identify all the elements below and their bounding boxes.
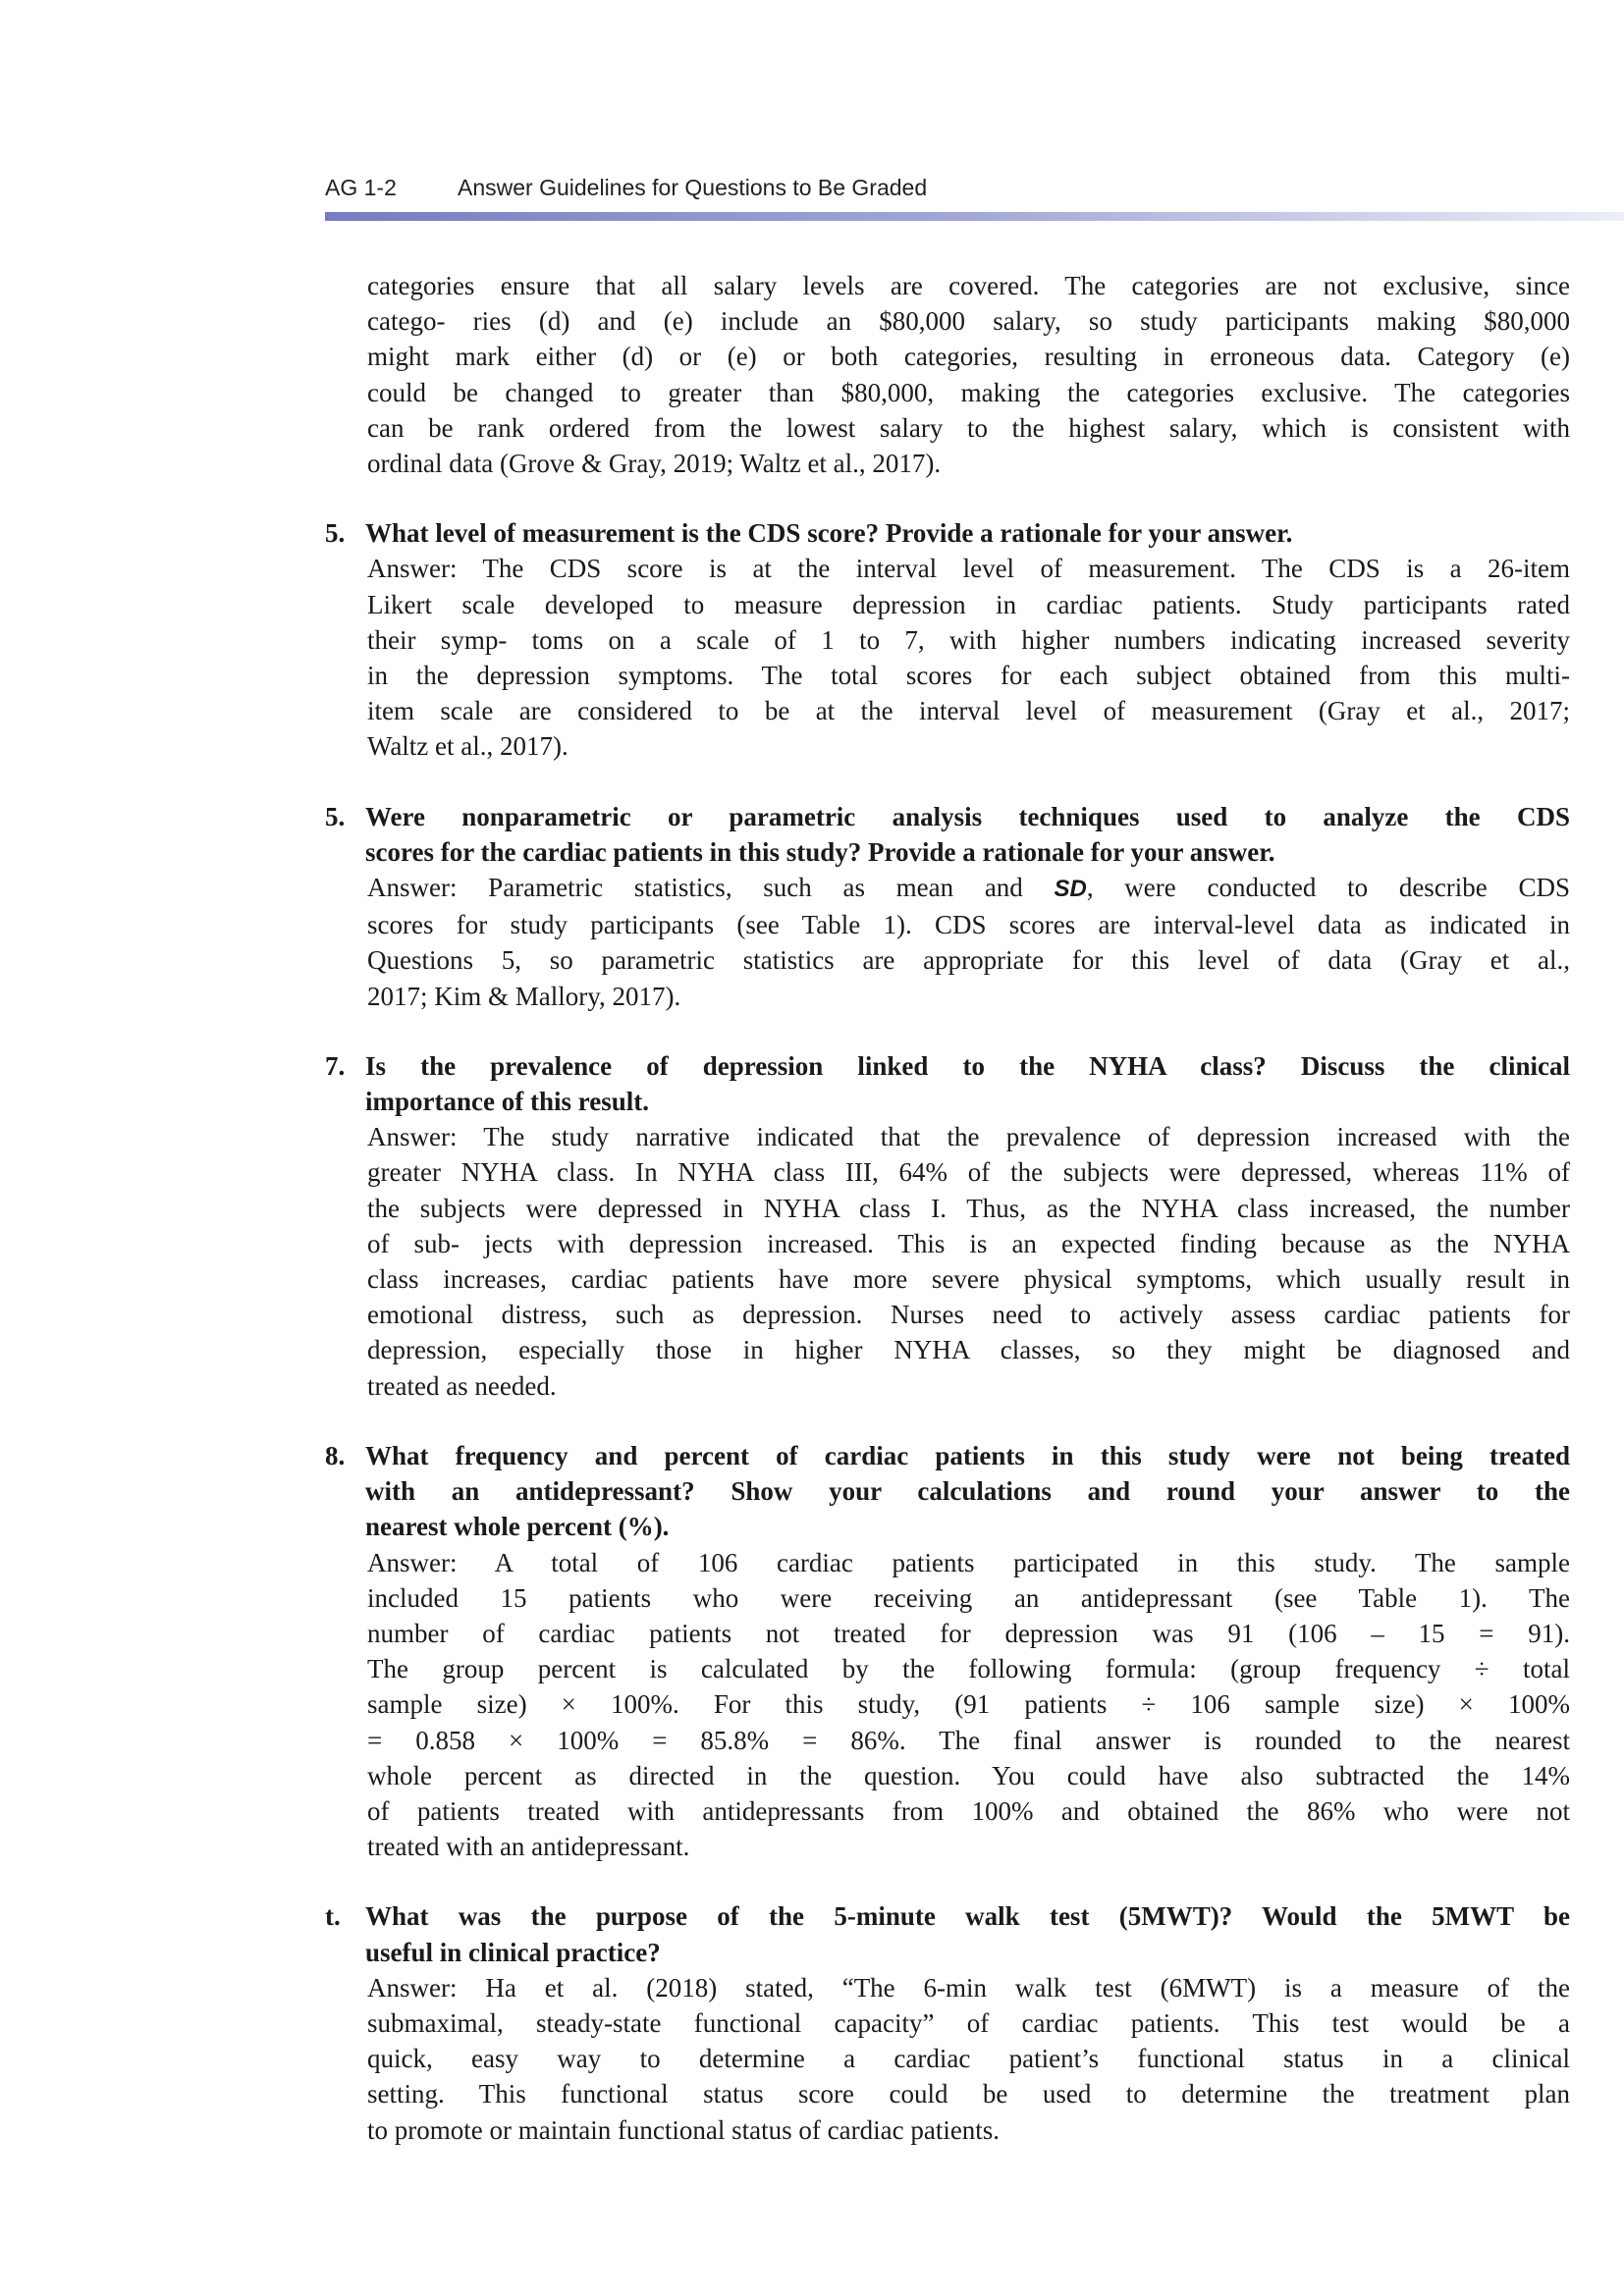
- text-line: in the depression symptoms. The total scores for each subject obtained from this multi-: [367, 661, 1570, 691]
- text-line: scores for study participants (see Table 1). CDS scores are interval-level data as indicated in: [367, 910, 1570, 940]
- text-line: Is the prevalence of depression linked to the NYHA class? Discuss the clinical: [365, 1050, 1570, 1081]
- question-text: [325, 1898, 1570, 1969]
- text-line: Answer: Ha et al. (2018) stated, “The 6-min walk test (6MWT) is a measure of the: [367, 1972, 1570, 2002]
- text-line: number of cardiac patients not treated for depression was 91 (106 – 15 = 91).: [367, 1618, 1570, 1648]
- question-text: [325, 1048, 1570, 1119]
- question-number: 5.: [325, 518, 346, 549]
- question-text: [325, 799, 1570, 870]
- answer-text: [325, 268, 1570, 481]
- answer-text: [325, 870, 1570, 1014]
- question-number: 8.: [325, 1440, 346, 1470]
- text-line: class increases, cardiac patients have more severe physical symptoms, which usually result in: [367, 1264, 1570, 1295]
- question-number: 7.: [325, 1050, 346, 1081]
- text-line: of sub- jects with depression increased. This is an expected finding because as the NYHA: [367, 1228, 1570, 1258]
- text-line: Waltz et al., 2017).: [367, 731, 568, 762]
- text-line: could be changed to greater than $80,000, making the categories exclusive. The categories: [367, 377, 1570, 407]
- text-line: of patients treated with antidepressants from 100% and obtained the 86% who were not: [367, 1795, 1570, 1826]
- text-line: whole percent as directed in the question. You could have also subtracted the 14%: [367, 1760, 1570, 1790]
- text-line: treated as needed.: [367, 1370, 557, 1401]
- text-segment: Answer: Parametric statistics, such as mean and: [367, 873, 1055, 903]
- page-label: AG 1-2: [325, 175, 397, 200]
- text-line: treated with an antidepressant.: [367, 1832, 690, 1862]
- header-rule: [325, 212, 1624, 221]
- text-line: Were nonparametric or parametric analysis techniques used to analyze the CDS: [365, 801, 1570, 831]
- text-line: Answer: A total of 106 cardiac patients participated in this study. The sample: [367, 1547, 1570, 1577]
- answer-text: [325, 551, 1570, 764]
- text-line: Answer: The study narrative indicated that the prevalence of depression increased with the: [367, 1122, 1570, 1152]
- text-line: quick, easy way to determine a cardiac patient’s functional status in a clinical: [367, 2044, 1570, 2074]
- text-line: to promote or maintain functional status of cardiac patients.: [367, 2114, 1001, 2145]
- answer-text: [325, 1545, 1570, 1865]
- italic-term: SD: [1054, 876, 1087, 903]
- header-title: Answer Guidelines for Questions to Be Graded: [458, 175, 928, 200]
- question-item: [325, 799, 1570, 1014]
- text-segment: , were conducted to describe CDS: [1086, 873, 1570, 903]
- text-line: might mark either (d) or (e) or both categories, resulting in erroneous data. Category (e): [367, 342, 1570, 372]
- text-line: Answer: The CDS score is at the interval level of measurement. The CDS is a 26-item: [367, 554, 1570, 584]
- question-text: [325, 1438, 1570, 1545]
- text-line: submaximal, steady-state functional capacity” of cardiac patients. This test would be a: [367, 2007, 1570, 2038]
- question-item: [325, 1438, 1570, 1864]
- text-line: The group percent is calculated by the following formula: (group frequency ÷ total: [367, 1654, 1570, 1684]
- text-line: 2017; Kim & Mallory, 2017).: [367, 981, 681, 1011]
- question-number: t.: [325, 1901, 341, 1932]
- text-line: Likert scale developed to measure depression in cardiac patients. Study participants rated: [367, 589, 1570, 619]
- text-line: useful in clinical practice?: [365, 1937, 661, 1967]
- running-header: [325, 175, 927, 201]
- text-line: the subjects were depressed in NYHA class I. Thus, as the NYHA class increased, the number: [367, 1193, 1570, 1223]
- text-line: = 0.858 × 100% = 85.8% = 86%. The final answer is rounded to the nearest: [367, 1725, 1570, 1755]
- question-number: 5.: [325, 801, 346, 831]
- text-line: What level of measurement is the CDS score? Provide a rationale for your answer.: [365, 518, 1293, 549]
- text-line: [367, 870, 1570, 907]
- text-line: depression, especially those in higher NYHA classes, so they might be diagnosed and: [367, 1335, 1570, 1365]
- question-item: [325, 515, 1570, 764]
- question-text: [325, 515, 1570, 551]
- text-line: their symp- toms on a scale of 1 to 7, with higher numbers indicating increased severity: [367, 624, 1570, 655]
- text-line: scores for the cardiac patients in this study? Provide a rationale for your answer.: [365, 836, 1275, 867]
- question-item: [325, 1048, 1570, 1404]
- answer-text: [325, 1970, 1570, 2148]
- text-line: with an antidepressant? Show your calculations and round your answer to the: [365, 1476, 1570, 1507]
- text-line: categories ensure that all salary levels are covered. The categories are not exclusive, since: [367, 271, 1570, 300]
- answer-text: [325, 1119, 1570, 1404]
- question-item: [325, 1898, 1570, 2147]
- text-line: sample size) × 100%. For this study, (91 patients ÷ 106 sample size) × 100%: [367, 1689, 1570, 1720]
- text-line: What was the purpose of the 5-minute walk test (5MWT)? Would the 5MWT be: [365, 1901, 1570, 1932]
- text-line: emotional distress, such as depression. Nurses need to actively assess cardiac patients for: [367, 1300, 1570, 1330]
- text-line: catego- ries (d) and (e) include an $80,000 salary, so study participants making $80,000: [367, 306, 1570, 337]
- text-line: ordinal data (Grove & Gray, 2019; Waltz et al., 2017).: [367, 449, 942, 479]
- text-line: item scale are considered to be at the interval level of measurement (Gray et al., 2017;: [367, 696, 1570, 726]
- continued-answer: [325, 268, 1570, 481]
- text-line: can be rank ordered from the lowest salary to the highest salary, which is consistent with: [367, 412, 1570, 443]
- text-line: greater NYHA class. In NYHA class III, 64% of the subjects were depressed, whereas 11% of: [367, 1157, 1570, 1188]
- text-line: setting. This functional status score could be used to determine the treatment plan: [367, 2079, 1570, 2109]
- text-line: nearest whole percent (%).: [365, 1512, 670, 1542]
- text-line: What frequency and percent of cardiac patients in this study were not being treated: [365, 1440, 1570, 1470]
- document-body: [325, 268, 1570, 2148]
- text-line: included 15 patients who were receiving an antidepressant (see Table 1). The: [367, 1582, 1570, 1613]
- text-line: importance of this result.: [365, 1087, 649, 1117]
- text-line: Questions 5, so parametric statistics are appropriate for this level of data (Gray et al.,: [367, 945, 1570, 976]
